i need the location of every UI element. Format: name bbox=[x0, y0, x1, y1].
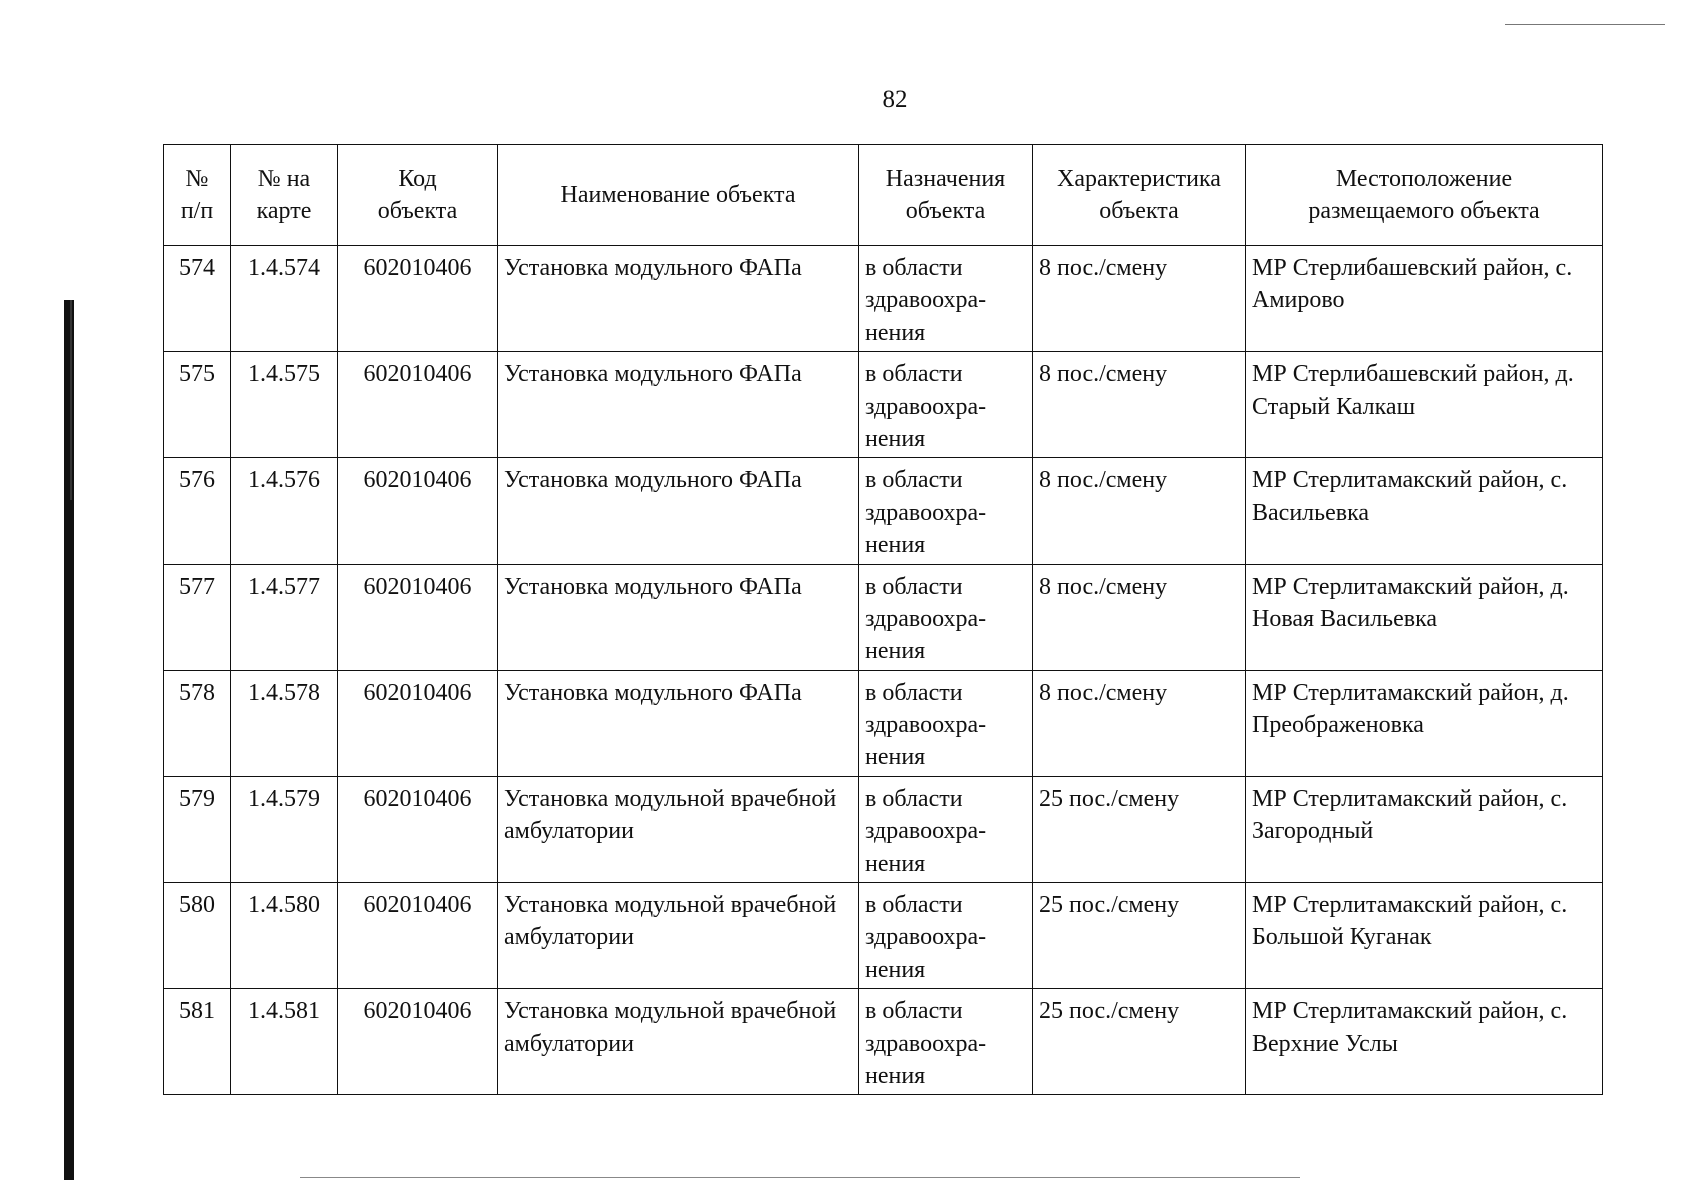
table-row bbox=[164, 989, 1603, 1095]
cell-object-code: 602010406 bbox=[338, 564, 498, 670]
cell-num: 579 bbox=[164, 776, 231, 882]
cell-num: 581 bbox=[164, 989, 231, 1095]
table-row bbox=[164, 883, 1603, 989]
cell-object-characteristic: 25 пос./смену bbox=[1033, 883, 1246, 989]
cell-object-purpose: в области здравоохра- нения bbox=[859, 883, 1033, 989]
cell-object-name: Установка модульной врачебной амбулатории bbox=[498, 989, 859, 1095]
table-row bbox=[164, 352, 1603, 458]
header-object-purpose: Назначения объекта bbox=[859, 145, 1033, 246]
cell-object-characteristic: 25 пос./смену bbox=[1033, 776, 1246, 882]
cell-object-purpose: в области здравоохра- нения bbox=[859, 989, 1033, 1095]
cell-object-purpose: в области здравоохра- нения bbox=[859, 246, 1033, 352]
cell-map-number: 1.4.576 bbox=[231, 458, 338, 564]
left-scan-bar bbox=[64, 300, 74, 1180]
cell-object-location: МР Стерлибашевский район, с. Амирово bbox=[1246, 246, 1603, 352]
cell-object-code: 602010406 bbox=[338, 352, 498, 458]
cell-object-location: МР Стерлитамакский район, д. Новая Васильевка bbox=[1246, 564, 1603, 670]
cell-map-number: 1.4.581 bbox=[231, 989, 338, 1095]
cell-num: 574 bbox=[164, 246, 231, 352]
cell-num: 577 bbox=[164, 564, 231, 670]
cell-object-code: 602010406 bbox=[338, 670, 498, 776]
cell-object-code: 602010406 bbox=[338, 246, 498, 352]
cell-object-name: Установка модульного ФАПа bbox=[498, 564, 859, 670]
cell-num: 580 bbox=[164, 883, 231, 989]
cell-num: 575 bbox=[164, 352, 231, 458]
cell-object-purpose: в области здравоохра- нения bbox=[859, 670, 1033, 776]
cell-object-location: МР Стерлитамакский район, с. Васильевка bbox=[1246, 458, 1603, 564]
page-number: 82 bbox=[882, 86, 908, 113]
cell-object-name: Установка модульной врачебной амбулатории bbox=[498, 883, 859, 989]
cell-object-purpose: в области здравоохра- нения bbox=[859, 776, 1033, 882]
cell-object-name: Установка модульного ФАПа bbox=[498, 246, 859, 352]
cell-object-characteristic: 8 пос./смену bbox=[1033, 458, 1246, 564]
cell-object-purpose: в области здравоохра- нения bbox=[859, 564, 1033, 670]
cell-object-purpose: в области здравоохра- нения bbox=[859, 352, 1033, 458]
header-object-code: Код объекта bbox=[338, 145, 498, 246]
header-map-number: № на карте bbox=[231, 145, 338, 246]
cell-num: 578 bbox=[164, 670, 231, 776]
cell-object-characteristic: 8 пос./смену bbox=[1033, 564, 1246, 670]
header-num: № п/п bbox=[164, 145, 231, 246]
header-object-location: Местоположение размещаемого объекта bbox=[1246, 145, 1603, 246]
left-scan-line bbox=[70, 300, 72, 500]
objects-table bbox=[163, 144, 1603, 1095]
cell-object-name: Установка модульного ФАПа bbox=[498, 352, 859, 458]
cell-object-name: Установка модульного ФАПа bbox=[498, 458, 859, 564]
cell-object-location: МР Стерлитамакский район, с. Большой Куганак bbox=[1246, 883, 1603, 989]
header-object-characteristic: Характеристика объекта bbox=[1033, 145, 1246, 246]
header-object-name: Наименование объекта bbox=[498, 145, 859, 246]
cell-object-location: МР Стерлибашевский район, д. Старый Калкаш bbox=[1246, 352, 1603, 458]
cell-map-number: 1.4.580 bbox=[231, 883, 338, 989]
cell-object-characteristic: 8 пос./смену bbox=[1033, 246, 1246, 352]
top-scan-rule bbox=[1505, 24, 1665, 25]
cell-object-characteristic: 8 пос./смену bbox=[1033, 670, 1246, 776]
cell-num: 576 bbox=[164, 458, 231, 564]
cell-map-number: 1.4.574 bbox=[231, 246, 338, 352]
cell-map-number: 1.4.578 bbox=[231, 670, 338, 776]
cell-object-location: МР Стерлитамакский район, с. Загородный bbox=[1246, 776, 1603, 882]
bottom-scan-rule bbox=[300, 1177, 1300, 1178]
cell-object-location: МР Стерлитамакский район, с. Верхние Услы bbox=[1246, 989, 1603, 1095]
cell-object-code: 602010406 bbox=[338, 989, 498, 1095]
cell-object-characteristic: 8 пос./смену bbox=[1033, 352, 1246, 458]
cell-object-location: МР Стерлитамакский район, д. Преображеновка bbox=[1246, 670, 1603, 776]
cell-object-code: 602010406 bbox=[338, 776, 498, 882]
cell-object-code: 602010406 bbox=[338, 458, 498, 564]
table-row bbox=[164, 776, 1603, 882]
table-row bbox=[164, 564, 1603, 670]
cell-object-characteristic: 25 пос./смену bbox=[1033, 989, 1246, 1095]
cell-map-number: 1.4.577 bbox=[231, 564, 338, 670]
cell-object-name: Установка модульной врачебной амбулатории bbox=[498, 776, 859, 882]
table-header-row bbox=[164, 145, 1603, 246]
table-row bbox=[164, 458, 1603, 564]
table-row bbox=[164, 246, 1603, 352]
cell-map-number: 1.4.579 bbox=[231, 776, 338, 882]
cell-object-code: 602010406 bbox=[338, 883, 498, 989]
table-row bbox=[164, 670, 1603, 776]
cell-object-purpose: в области здравоохра- нения bbox=[859, 458, 1033, 564]
cell-map-number: 1.4.575 bbox=[231, 352, 338, 458]
cell-object-name: Установка модульного ФАПа bbox=[498, 670, 859, 776]
